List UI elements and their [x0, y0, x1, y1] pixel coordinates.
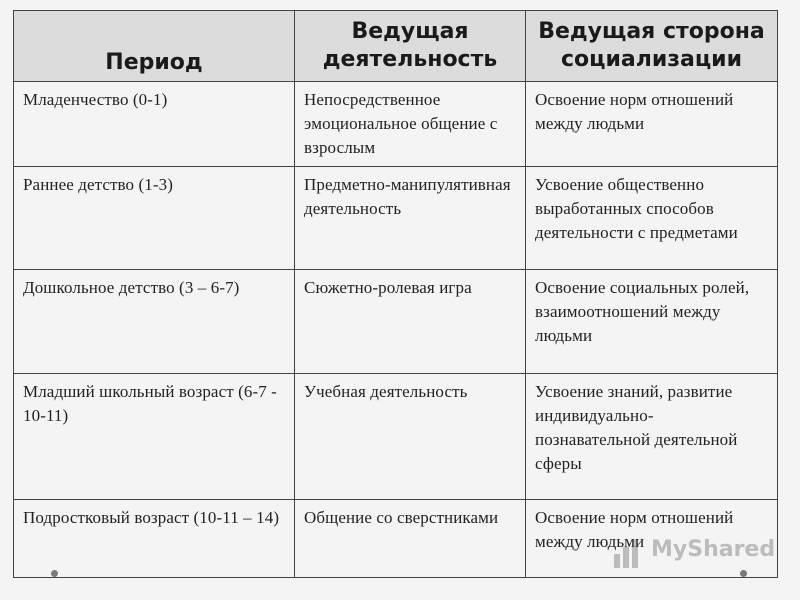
table-row: [14, 82, 778, 167]
cell-activity: Предметно-манипулятивная деятельность: [295, 167, 526, 270]
cell-period: Дошкольное детство (3 – 6-7): [14, 270, 295, 374]
cell-activity: Непосредственное эмоциональное общение с взрослым: [295, 82, 526, 167]
header-period: Период: [14, 11, 295, 82]
cell-socialization: Усвоение общественно выработанных способов деятельности с предметами: [526, 167, 778, 270]
header-leading-socialization: Ведущая сторона социализации: [526, 11, 778, 82]
table-header-row: [14, 11, 778, 82]
socialization-table: [13, 10, 778, 578]
cell-period: Младший школьный возраст (6-7 - 10-11): [14, 374, 295, 500]
header-leading-activity: Ведущая деятельность: [295, 11, 526, 82]
watermark-text: MyShared: [651, 537, 776, 562]
table-row: [14, 500, 778, 578]
cell-socialization: Освоение норм отношений между людьми: [526, 500, 778, 578]
cell-socialization: Усвоение знаний, развитие индивидуально-познавательной деятельной сферы: [526, 374, 778, 500]
cell-period: Подростковый возраст (10-11 – 14): [14, 500, 295, 578]
cell-activity: Учебная деятельность: [295, 374, 526, 500]
table-row: [14, 167, 778, 270]
cell-activity: Общение со сверстниками: [295, 500, 526, 578]
cell-socialization: Освоение социальных ролей, взаимоотношений между людьми: [526, 270, 778, 374]
cell-period: Младенчество (0-1): [14, 82, 295, 167]
cell-period: Раннее детство (1-3): [14, 167, 295, 270]
slide-bullet-dot-right: [740, 570, 747, 577]
table-row: [14, 270, 778, 374]
slide-bullet-dot-left: [51, 570, 58, 577]
table-row: [14, 374, 778, 500]
cell-socialization: Освоение норм отношений между людьми: [526, 82, 778, 167]
cell-activity: Сюжетно-ролевая игра: [295, 270, 526, 374]
